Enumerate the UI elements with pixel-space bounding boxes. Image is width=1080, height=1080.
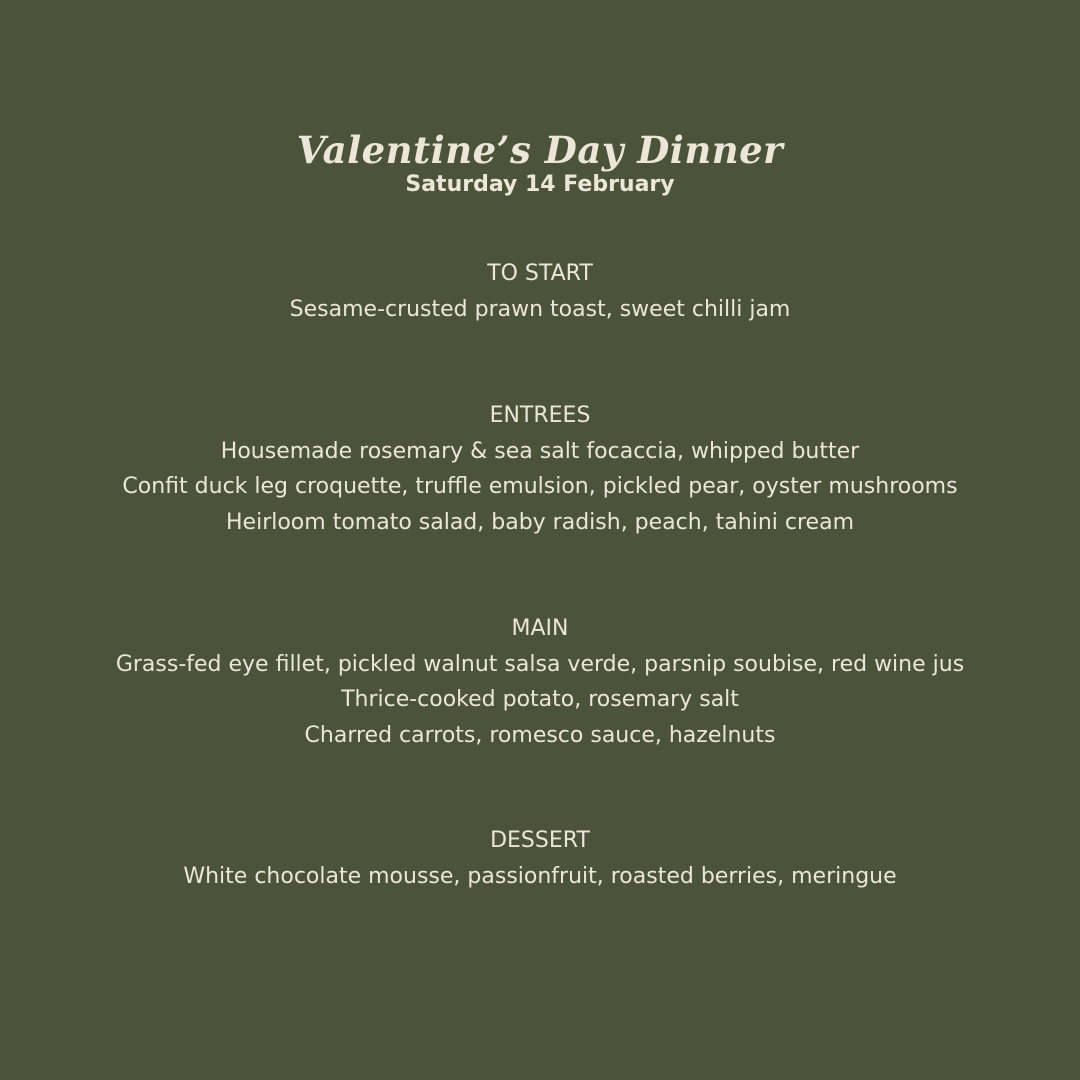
menu-title: Valentine’s Day Dinner: [296, 128, 784, 172]
menu-item: Charred carrots, romesco sauce, hazelnuts: [304, 722, 776, 748]
section-entrees: [0, 398, 1080, 540]
event-date: Saturday 14 February: [405, 172, 675, 197]
menu-item: Housemade rosemary & sea salt focaccia, whipped butter: [220, 438, 860, 464]
section-heading: TO START: [487, 261, 593, 286]
menu-item: Heirloom tomato salad, baby radish, peach, tahini cream: [226, 509, 854, 535]
menu-item: Sesame-crusted prawn toast, sweet chilli jam: [289, 296, 791, 322]
section-heading: DESSERT: [490, 828, 590, 853]
section-to-start: [0, 256, 1080, 327]
section-heading: MAIN: [511, 616, 569, 641]
section-dessert: [0, 823, 1080, 894]
menu-item: Confit duck leg croquette, truffle emulsion, pickled pear, oyster mushrooms: [122, 474, 958, 499]
menu-item: White chocolate mousse, passionfruit, roasted berries, meringue: [183, 863, 897, 889]
section-heading: ENTREES: [489, 403, 591, 428]
section-main: [0, 611, 1080, 753]
menu-item: Thrice-cooked potato, rosemary salt: [341, 687, 739, 712]
menu-item: Grass-fed eye fillet, pickled walnut salsa verde, parsnip soubise, red wine jus: [115, 651, 965, 677]
